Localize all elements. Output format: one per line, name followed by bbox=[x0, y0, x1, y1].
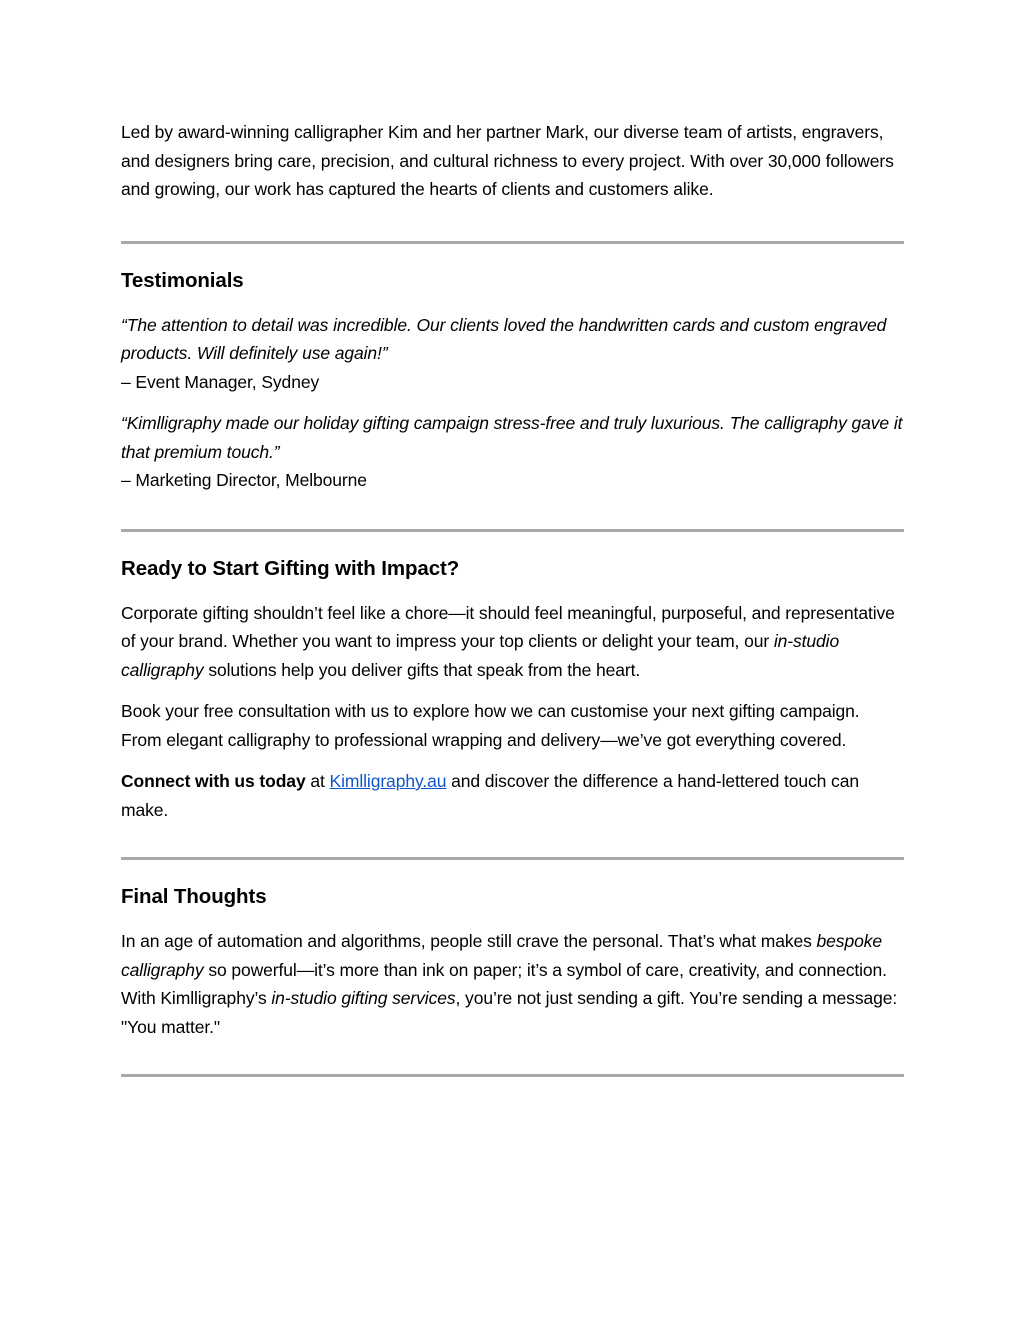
section-divider bbox=[121, 1074, 904, 1077]
consultation-paragraph: Book your free consultation with us to explore how we can customise your next gifting campaign. From elegant calligraphy to professional wrapping and delivery—we’ve got everything covered. bbox=[121, 701, 860, 750]
section-divider bbox=[121, 241, 904, 244]
final-text: so powerful—it’s more than ink on paper; it’s a symbol of care, creativity, and connection. With Kimlligraphy’s bbox=[121, 959, 887, 1008]
cta-emphasis: in-studio calligraphy bbox=[121, 631, 840, 680]
cta-text: Corporate gifting shouldn’t feel like a chore—it should feel meaningful, purposeful, and representative of your brand. Whether you want to impress your top clients or delight your team, our bbox=[121, 602, 895, 651]
connect-text: at bbox=[305, 771, 330, 791]
final-emphasis: in-studio gifting services bbox=[271, 988, 456, 1008]
final-thoughts-heading: Final Thoughts bbox=[121, 885, 267, 908]
cta-paragraph bbox=[121, 599, 904, 685]
connect-text: and discover the difference a hand-lettered touch can make. bbox=[121, 771, 859, 820]
final-emphasis: bespoke calligraphy bbox=[121, 931, 882, 980]
testimonial-attribution: – Event Manager, Sydney bbox=[121, 371, 320, 392]
testimonial-attribution: – Marketing Director, Melbourne bbox=[121, 470, 367, 490]
final-text: In an age of automation and algorithms, people still crave the personal. That’s what makes bbox=[121, 931, 817, 951]
final-paragraph bbox=[121, 927, 904, 1041]
section-divider bbox=[121, 529, 904, 532]
website-link[interactable]: Kimlligraphy.au bbox=[329, 771, 447, 791]
document-page bbox=[121, 118, 904, 1077]
connect-paragraph bbox=[121, 767, 904, 824]
section-divider bbox=[121, 857, 904, 860]
connect-strong: Connect with us today bbox=[121, 771, 306, 791]
cta-heading: Ready to Start Gifting with Impact? bbox=[121, 556, 460, 580]
final-text: , you’re not just sending a gift. You’re sending a message: "You matter." bbox=[121, 988, 898, 1037]
cta-text: solutions help you deliver gifts that speak from the heart. bbox=[203, 659, 641, 680]
intro-paragraph: Led by award-winning calligrapher Kim and her partner Mark, our diverse team of artists, engravers, and designers bring care, precision, and cultural richness to every project. With over 30,000 followers and growing, our work has captured the hearts of clients and customers alike. bbox=[121, 122, 894, 199]
testimonials-heading: Testimonials bbox=[121, 268, 244, 292]
testimonial-quote: “The attention to detail was incredible. Our clients loved the handwritten cards and custom engraved products. Will definitely use again!” bbox=[121, 314, 887, 363]
testimonial-quote: “Kimlligraphy made our holiday gifting campaign stress-free and truly luxurious. The calligraphy gave it that premium touch.” bbox=[121, 413, 903, 462]
testimonial bbox=[121, 409, 904, 495]
testimonial bbox=[121, 311, 904, 397]
